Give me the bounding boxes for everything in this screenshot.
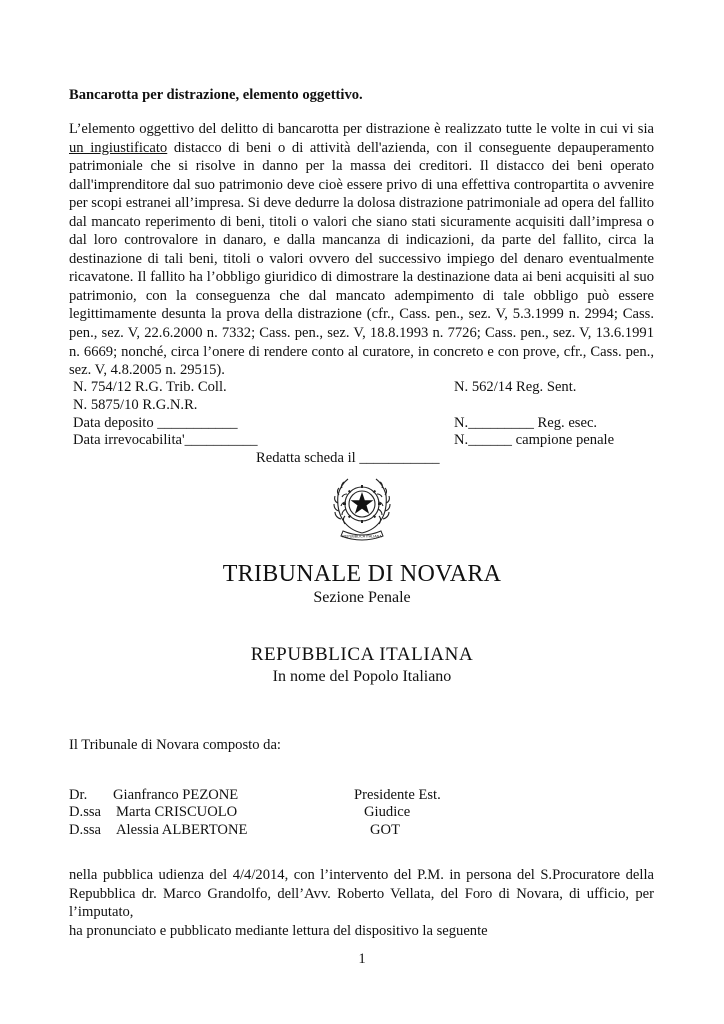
closing-line: Repubblica dr. Marco Grandolfo, dell’Avv. Roberto Vellata, del Foro di Novara, di ufficio, per	[69, 885, 654, 902]
closing-line: nella pubblica udienza del 4/4/2014, con l’intervento del P.M. in persona del S.Procuratore della	[69, 867, 654, 883]
data-deposito: Data deposito ___________	[73, 415, 238, 431]
paragraph-line: patrimoniale che si risolve in danno per la massa dei creditori. Il distacco dei beni operato	[69, 158, 654, 175]
underlined-term: un ingiustificato	[69, 139, 168, 156]
member-title: Dr.	[69, 787, 88, 803]
paragraph-line: ricavatone. Il fallito ha l’obbligo giuridico di dimostrare la destinazione data ai beni acquisiti al suo	[69, 269, 654, 286]
reg-sent: N. 562/14 Reg. Sent.	[454, 379, 577, 395]
member-role: GOT	[370, 822, 400, 838]
paragraph-line: legittimamente desunta la prova della distrazione (cfr., Cass. pen., sez. V, 5.3.1999 n. 2994; Cass.	[69, 306, 654, 323]
closing-line: l’imputato,	[69, 904, 134, 920]
paragraph-line: L’elemento oggettivo del delitto di bancarotta per distrazione è realizzato tutte le volte in cui vi sia	[69, 121, 654, 137]
closing-line: ha pronunciato e pubblicato mediante lettura del dispositivo la seguente	[69, 922, 488, 939]
member-role: Giudice	[364, 804, 411, 820]
member-name: Marta CRISCUOLO	[116, 804, 238, 820]
court-name: TRIBUNALE DI NOVARA	[222, 561, 502, 587]
data-irrevocabilita: Data irrevocabilita'__________	[73, 432, 258, 448]
section-heading: Bancarotta per distrazione, elemento oggettivo.	[69, 87, 363, 103]
paragraph-line: sez. V, 4.8.2005 n. 29515).	[69, 362, 225, 379]
paragraph-line: per scopi estranei all’impresa. Si deve dedurre la dolosa distrazione patrimoniale ad opera del fallito	[69, 195, 654, 212]
doctrine-paragraph	[69, 120, 654, 380]
hearing-paragraph	[69, 866, 654, 940]
member-title: D.ssa	[69, 804, 102, 820]
court-section: Sezione Penale	[313, 589, 411, 606]
member-name: Alessia ALBERTONE	[116, 822, 248, 838]
campione-penale: N.______ campione penale	[454, 432, 615, 448]
paragraph-line: dal loro controvalore in danaro, e dalla mancanza di indicazioni, da parte del fallito, circa la	[69, 232, 654, 249]
people-formula: In nome del Popolo Italiano	[272, 668, 452, 685]
republic-title: REPUBBLICA ITALIANA	[250, 644, 474, 665]
member-role: Presidente Est.	[354, 787, 441, 803]
page-number: 1	[358, 951, 366, 967]
paragraph-line: destinazione di tali beni, titoli o valori ovvero del successivo impiego del denaro eventualmente	[69, 250, 654, 267]
paragraph-line: patrimonio, con la conseguenza che dal mancato adempimento di tale obbligo può essere	[69, 287, 654, 304]
paragraph-line: dall'imprenditore dal suo patrimonio deve cioè essere privo di una effettiva contropartita o avvenire	[69, 176, 654, 193]
reg-esec: N._________ Reg. esec.	[454, 415, 598, 431]
republic-emblem-icon	[331, 473, 393, 541]
composition-intro: Il Tribunale di Novara composto da:	[69, 737, 281, 753]
emblem-ribbon-text: REPUBBLICA ITALIANA	[342, 534, 382, 539]
paragraph-line: n. 6669; nonché, circa l’onere di rendere conto al curatore, in concreto e con prove, cfr., Cass. pen.,	[69, 343, 654, 360]
paragraph-line: dal mancato reperimento di beni, titoli o valori che siano stati sicuramente acquisiti dall’impresa o	[69, 213, 654, 230]
member-title: D.ssa	[69, 822, 102, 838]
paragraph-line	[69, 139, 654, 158]
reg-trib-coll: N. 754/12 R.G. Trib. Coll.	[73, 379, 227, 395]
reg-rgnr: N. 5875/10 R.G.N.R.	[73, 397, 198, 413]
paragraph-line-rest: distacco di beni o di attività dell'azienda, con il conseguente depauperamento	[167, 139, 654, 156]
paragraph-line: pen., sez. V, 22.6.2000 n. 7332; Cass. pen., sez. V, 18.8.1993 n. 7726; Cass. pen., sez. V, 13.6.1991	[69, 325, 654, 342]
member-name: Gianfranco PEZONE	[113, 787, 239, 803]
redatta-scheda: Redatta scheda il ___________	[256, 450, 440, 466]
